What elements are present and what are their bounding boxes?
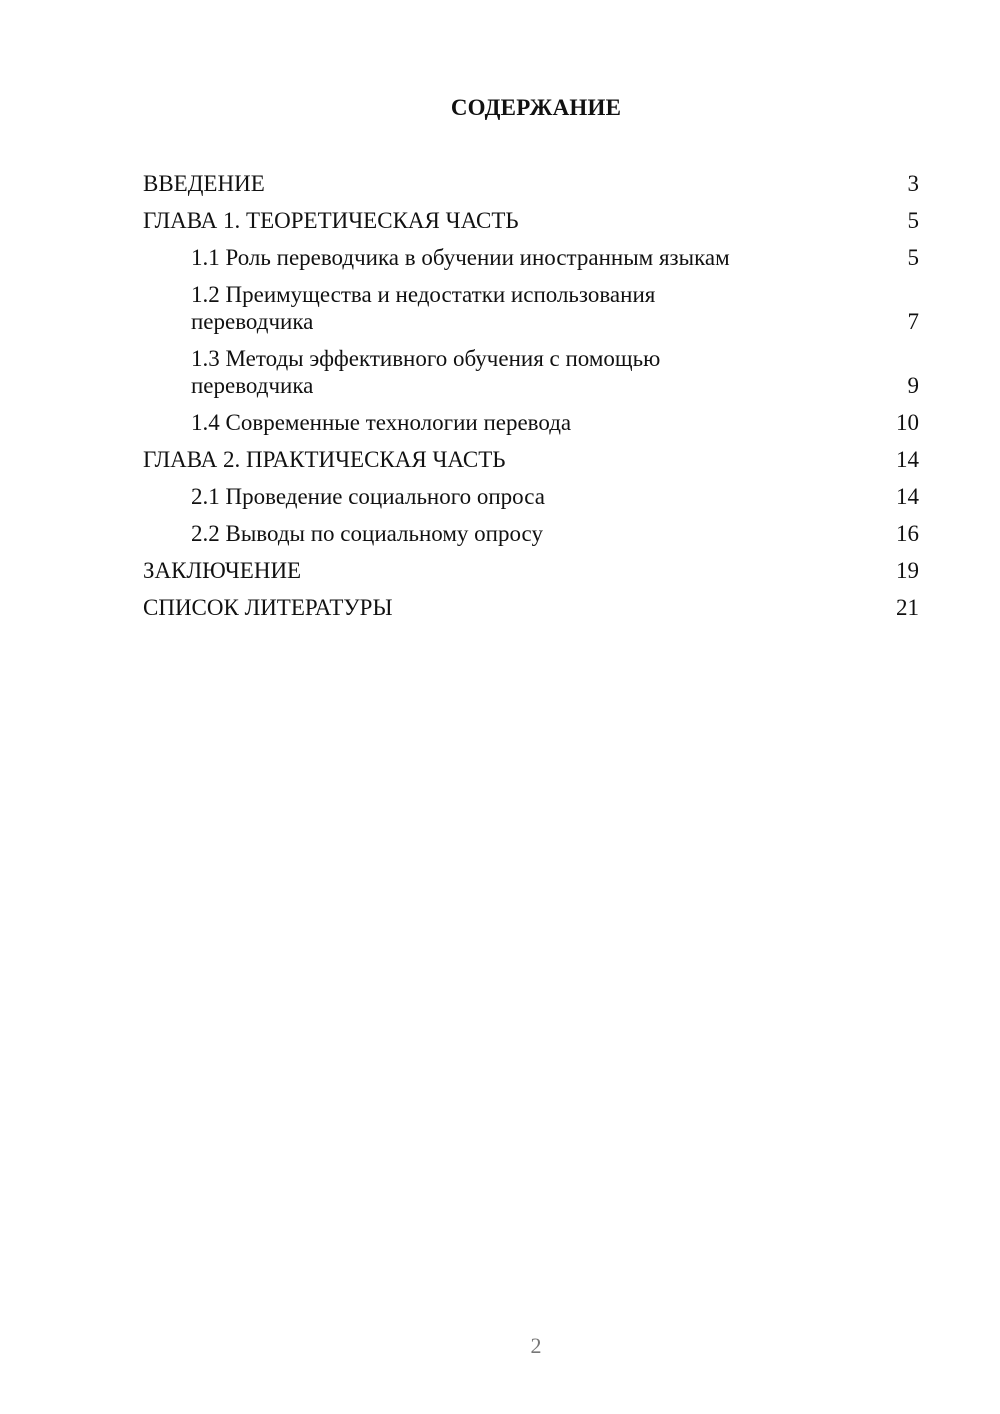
toc-entry-text: ЗАКЛЮЧЕНИЕ bbox=[143, 558, 302, 583]
toc-entry-text: 1.1 Роль переводчика в обучении иностранным языкам bbox=[191, 245, 730, 270]
toc-entry-page: 19 bbox=[896, 558, 919, 583]
toc-entry-text: ГЛАВА 1. ТЕОРЕТИЧЕСКАЯ ЧАСТЬ bbox=[143, 208, 519, 233]
toc-entry-section-1-2[interactable] bbox=[143, 277, 919, 341]
toc-entry-page: 7 bbox=[907, 309, 919, 334]
table-of-contents bbox=[143, 166, 919, 627]
toc-entry-text: ВВЕДЕНИЕ bbox=[143, 171, 265, 196]
toc-entry-page: 9 bbox=[907, 373, 919, 398]
toc-entry-section-2-1[interactable] bbox=[143, 479, 919, 516]
toc-entry-bibliography[interactable] bbox=[143, 590, 919, 627]
toc-entry-page: 5 bbox=[907, 245, 919, 270]
toc-title: СОДЕРЖАНИЕ bbox=[450, 95, 622, 120]
toc-entry-page: 21 bbox=[896, 595, 919, 620]
toc-entry-page: 5 bbox=[907, 208, 919, 233]
toc-entry-text: 1.4 Современные технологии перевода bbox=[191, 410, 572, 435]
toc-entry-section-1-3[interactable] bbox=[143, 341, 919, 405]
toc-entry-text: ГЛАВА 2. ПРАКТИЧЕСКАЯ ЧАСТЬ bbox=[143, 447, 506, 472]
toc-entry-text: 2.1 Проведение социального опроса bbox=[191, 484, 545, 509]
toc-entry-page: 3 bbox=[907, 171, 919, 196]
toc-entry-conclusion[interactable] bbox=[143, 553, 919, 590]
toc-entry-section-1-1[interactable] bbox=[143, 240, 919, 277]
toc-entry-page: 14 bbox=[896, 484, 919, 509]
toc-entry-section-1-4[interactable] bbox=[143, 405, 919, 442]
toc-entry-page: 16 bbox=[896, 521, 919, 546]
toc-entry-chapter-2[interactable] bbox=[143, 442, 919, 479]
toc-entry-page: 10 bbox=[896, 410, 919, 435]
toc-entry-text: 2.2 Выводы по социальному опросу bbox=[191, 521, 543, 546]
toc-entry-introduction[interactable] bbox=[143, 166, 919, 203]
toc-entry-text: 1.3 Методы эффективного обучения с помощью переводчика bbox=[191, 346, 661, 398]
toc-entry-text: 1.2 Преимущества и недостатки использования переводчика bbox=[191, 282, 656, 334]
toc-entry-page: 14 bbox=[896, 447, 919, 472]
toc-entry-section-2-2[interactable] bbox=[143, 516, 919, 553]
page-number: 2 bbox=[530, 1333, 542, 1358]
toc-entry-chapter-1[interactable] bbox=[143, 203, 919, 240]
toc-entry-text: СПИСОК ЛИТЕРАТУРЫ bbox=[143, 595, 393, 620]
